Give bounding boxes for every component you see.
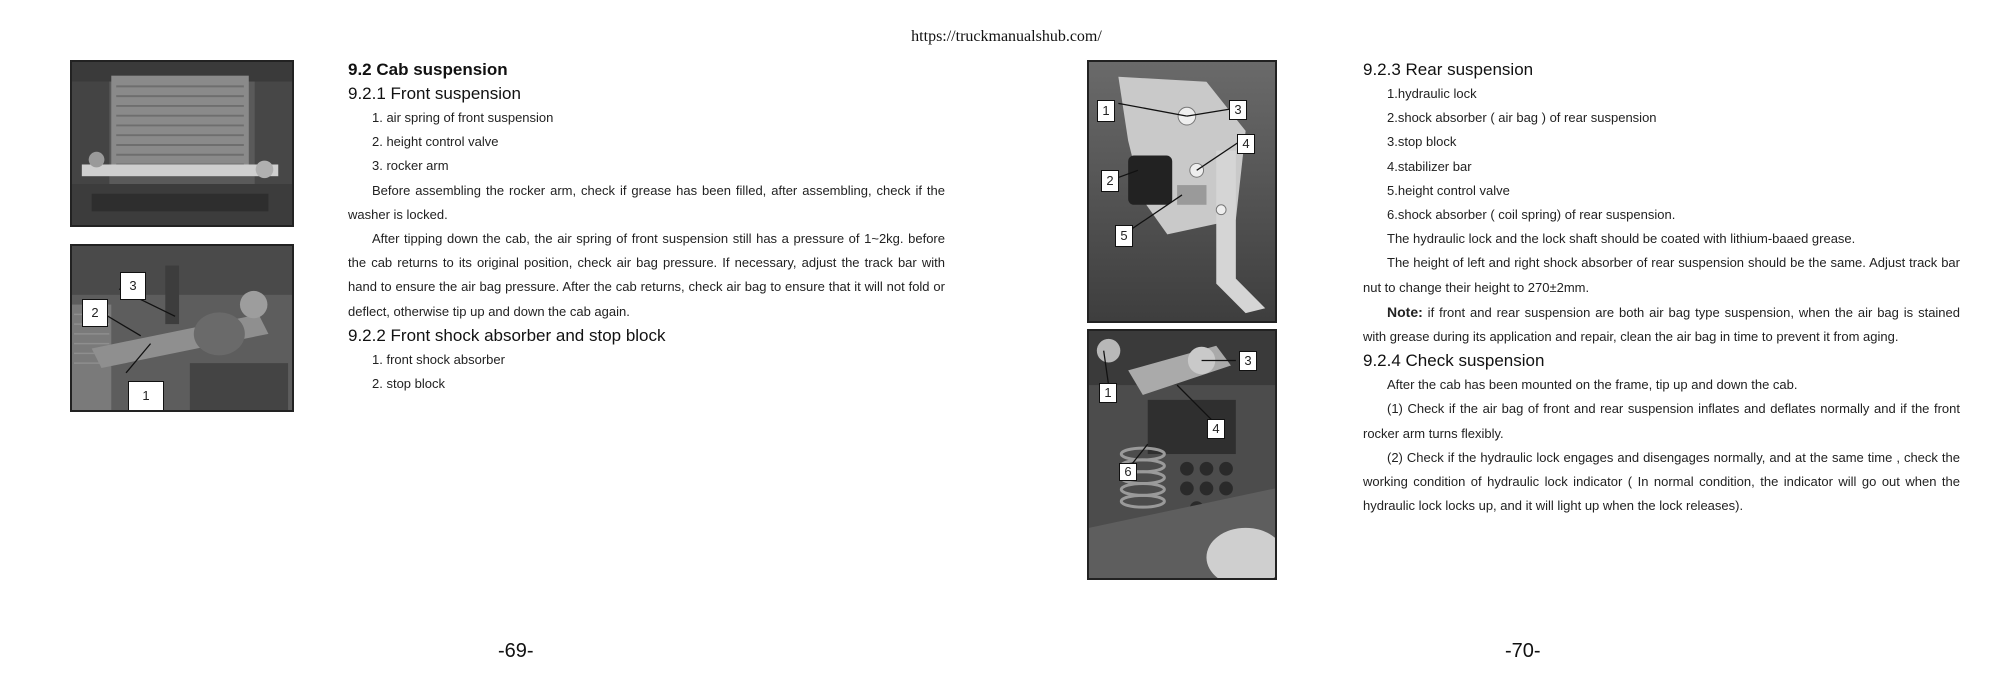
callout-label: 4: [1237, 134, 1255, 154]
paragraph: After the cab has been mounted on the frame, tip up and down the cab.: [1387, 377, 1798, 393]
list-item: 4.stabilizer bar: [1387, 158, 1472, 174]
right-page-text: [1363, 58, 1960, 518]
callout-label: 2: [82, 299, 108, 327]
note-paragraph: [1363, 300, 1960, 349]
callout-label: 1: [1099, 383, 1117, 403]
callout-label: 3: [1239, 351, 1257, 371]
list-item: 6.shock absorber ( coil spring) of rear suspension.: [1387, 207, 1676, 223]
front-suspension-photo: [70, 60, 294, 227]
callout-label: 3: [1229, 100, 1247, 120]
list-item: 1. front shock absorber: [372, 351, 505, 367]
subsection-heading: 9.2.2 Front shock absorber and stop block: [348, 325, 666, 345]
page-number-left: -69-: [498, 640, 534, 662]
callout-label: 2: [1101, 170, 1119, 192]
front-shock-absorber-photo: [70, 244, 294, 412]
section-title: 9.2 Cab suspension: [348, 60, 508, 79]
list-item: 2. stop block: [372, 376, 445, 392]
paragraph: (2) Check if the hydraulic lock engages and disengages normally, and at the same time , check the working condition of hydraulic lock indicator ( In normal condition, the indicator will go out when the hydraulic lock locks up, and it will light up when the lock releases).: [1363, 449, 1960, 514]
note-text: if front and rear suspension are both air bag type suspension, when the air bag is stained with grease during its application and repair, clean the air bag in time to prevent it from aging.: [1363, 304, 1960, 345]
callout-label: 3: [120, 272, 146, 300]
paragraph: After tipping down the cab, the air spring of front suspension still has a pressure of 1~2kg. before the cab returns to its original position, check air bag pressure. If necessary, adjust the track bar with hand to ensure the air bag pressure. After the cab returns, check air bag to ensure that it will not fold or deflect, otherwise tip up and down the cab again.: [348, 231, 945, 319]
list-item: 2.shock absorber ( air bag ) of rear suspension: [1387, 110, 1657, 126]
paragraph: Before assembling the rocker arm, check if grease has been filled, after assembling, check if the washer is locked.: [348, 182, 945, 222]
rear-suspension-photo: [1087, 60, 1277, 323]
rear-coil-spring-photo: [1087, 329, 1277, 580]
paragraph: (1) Check if the air bag of front and rear suspension inflates and deflates normally and if the front rocker arm turns flexibly.: [1363, 401, 1960, 441]
list-item: 2. height control valve: [372, 134, 499, 150]
list-item: 5.height control valve: [1387, 182, 1510, 198]
callout-label: 5: [1115, 225, 1133, 247]
list-item: 3.stop block: [1387, 134, 1457, 150]
subsection-heading: 9.2.1 Front suspension: [348, 84, 521, 103]
left-page-text: [348, 58, 945, 396]
header-url[interactable]: https://truckmanualshub.com/: [911, 28, 1102, 45]
list-item: 1.hydraulic lock: [1387, 86, 1477, 101]
paragraph: The height of left and right shock absorber of rear suspension should be the same. Adjust track bar nut to change their height to 270±2mm.: [1363, 255, 1960, 295]
list-item: 3. rocker arm: [372, 158, 449, 174]
subsection-heading: 9.2.4 Check suspension: [1363, 351, 1545, 371]
subsection-heading: 9.2.3 Rear suspension: [1363, 60, 1534, 79]
callout-label: 1: [128, 381, 164, 411]
callout-label: 6: [1119, 463, 1137, 481]
paragraph: The hydraulic lock and the lock shaft should be coated with lithium-baaed grease.: [1387, 231, 1856, 247]
callout-label: 4: [1207, 419, 1225, 439]
callout-label: 1: [1097, 100, 1115, 122]
list-item: 1. air spring of front suspension: [372, 110, 554, 125]
note-label: Note:: [1387, 303, 1423, 320]
page-number-right: -70-: [1505, 640, 1541, 662]
